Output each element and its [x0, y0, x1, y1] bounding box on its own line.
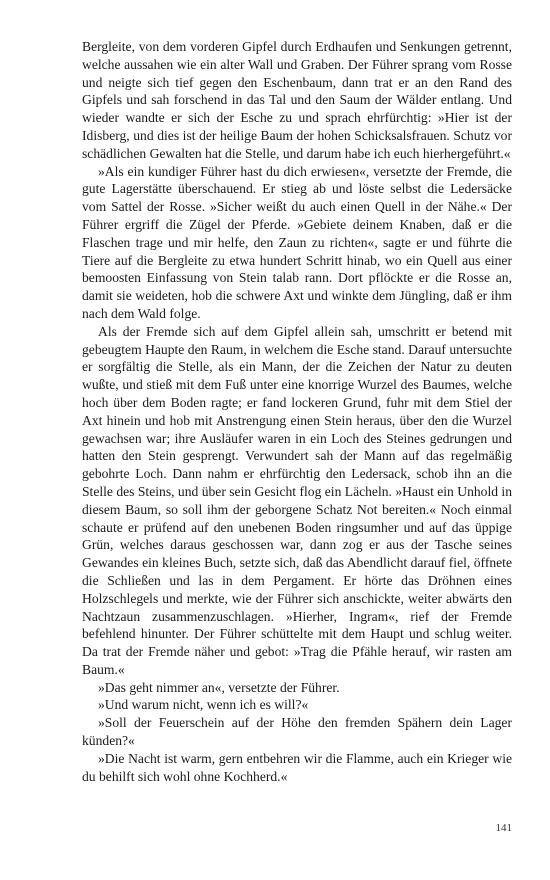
paragraph-3: Als der Fremde sich auf dem Gipfel allein sah, umschritt er betend mit gebeugtem Haupte den Raum, in welchem die Esche stand. Darauf untersuchte er sorgfältig die Stelle, als ein Mann, der die Zeichen der Natur zu deuten wußte, und stieß mit dem Fuß unter eine knorrige Wurzel des Baumes, welche hoch über dem Boden ragte; er fand lockeren Grund, fuhr mit dem Stiel der Axt hinein und hob mit Anstrengung einen Stein heraus, über den die Wurzel gewachsen war; ihre Ausläufer waren in ein Loch des Steines gedrungen und hatten den Stein gesprengt. Verwundert sah der Mann auf das regelmäßig gebohrte Loch. Dann nahm er ehrfürchtig den Ledersack, schob ihn an die Stelle des Steins, und über sein Gesicht flog ein Lächeln. »Haust ein Unhold in diesem Baum, so soll ihm der geborgene Schatz Not bereiten.« Noch einmal schaute er prüfend auf den unebenen Boden ringsumher und auf das üppige Grün, welches daraus geschossen war, dann zog er aus der Tasche seines Gewandes ein kleines Buch, setzte sich, daß das Abendlicht darauf fiel, öffnete die Schließen und las in dem Pergament. Er hörte das Dröhnen eines Holzschlegels und merkte, wie der Führer sich anschickte, weiter abwärts den Nachtzaun zusammenzuschlagen. »Hierher, Ingram«, rief der Fremde befehlend hinunter. Der Führer schüttelte mit dem Haupt und schlug weiter. Da trat der Fremde näher und gebot: »Trag die Pfähle herauf, wir rasten am Baum.« [82, 323, 513, 677]
paragraph-1: Bergleite, von dem vorderen Gipfel durch Erdhaufen und Senkungen getrennt, welche aussahen wie ein alter Wall und Graben. Der Führer sprang vom Rosse und neigte sich tief gegen den Eschenbaum, dann trat er an den Rand des Gipfels und sah forschend in das Tal und den Saum der Wälder entlang. Und wieder wandte er sich der Esche zu und sprach ehrfürchtig: »Hier ist der Idisberg, und dies ist der heilige Baum der hohen Schicksalsfrauen. Schutz vor schädlichen Gewalten hat die Stelle, und darum habe ich euch hierhergeführt.« [82, 39, 512, 161]
paragraph-2: »Als ein kundiger Führer hast du dich erwiesen«, versetzte der Fremde, die gute Lagerstätte überschauend. Er stieg ab und löste selbst die Ledersäcke vom Sattel der Rosse. »Sicher weißt du auch einen Quell in der Nähe.« Der Führer ergriff die Zügel der Pferde. »Gebiete deinem Knaben, daß er die Flaschen trage und mir helfe, den Zaun zu richten«, sagte er und führte die Tiere auf die Bergleite zu etwa hundert Schritt hinab, wo ein Quell aus einer bemoosten Einfassung von Stein talab rann. Dort pflöckte er die Rosse an, damit sie weideten, hob die schwere Axt und winkte dem Jüngling, daß er ihm nach dem Wald folge. [82, 163, 512, 321]
paragraph-4: »Das geht nimmer an«, versetzte der Führer. [98, 679, 340, 695]
paragraph-5: »Und warum nicht, wenn ich es will?« [98, 697, 309, 713]
paragraph-7: »Die Nacht ist warm, gern entbehren wir die Flamme, auch ein Krieger wie du behilft sich wohl ohne Kochherd.« [82, 750, 512, 784]
body-text [82, 38, 512, 785]
page-number: 141 [495, 822, 512, 834]
paragraph-6: »Soll der Feuerschein auf der Höhe den fremden Spähern dein Lager künden?« [82, 715, 512, 749]
